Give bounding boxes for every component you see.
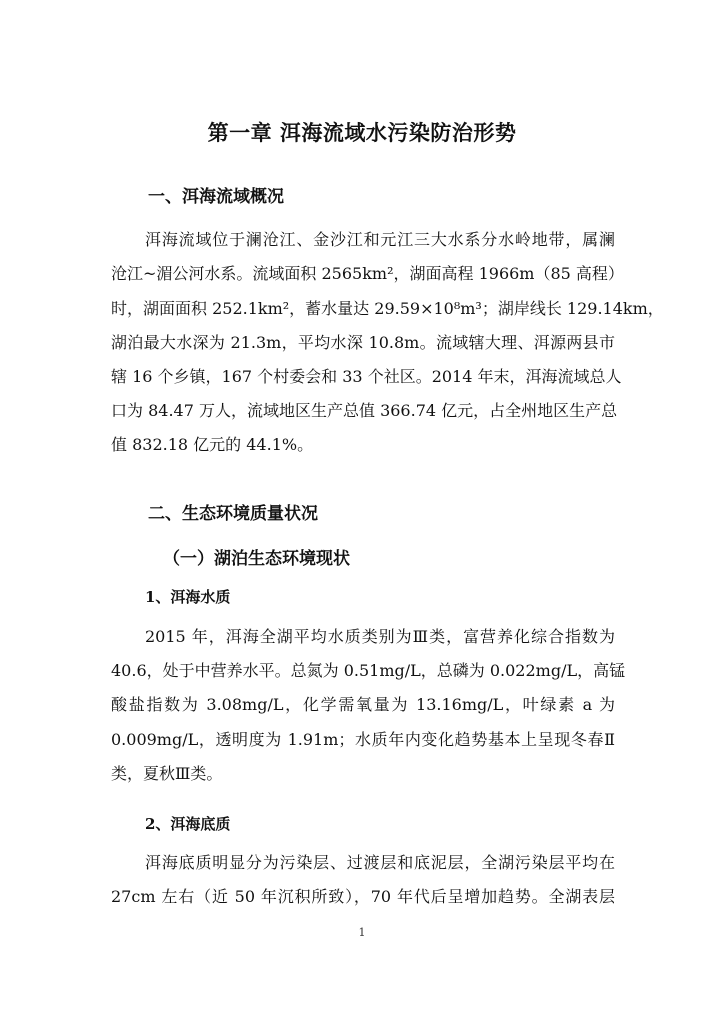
paragraph-line: 时，湖面面积 252.1km²，蓄水量达 29.59×10⁸m³；湖岸线长 129.14km， — [111, 299, 664, 318]
subsection-heading-lake: （一）湖泊生态环境现状 — [163, 549, 350, 569]
paragraph-line: 口为 84.47 万人，流域地区生产总值 366.74 亿元，占全州地区生产总 — [111, 401, 618, 420]
paragraph-line: 酸盐指数为 3.08mg/L，化学需氧量为 13.16mg/L，叶绿素 a 为 — [111, 695, 615, 714]
item-heading-water-quality: 1、洱海水质 — [145, 588, 231, 606]
paragraph-line: 27cm 左右（近 50 年沉积所致），70 年代后呈增加趋势。全湖表层 — [111, 887, 615, 906]
paragraph-line: 0.009mg/L，透明度为 1.91m；水质年内变化趋势基本上呈现冬春Ⅱ — [111, 730, 615, 749]
section-heading-ecology: 二、生态环境质量状况 — [148, 504, 318, 524]
paragraph-line: 洱海流域位于澜沧江、金沙江和元江三大水系分水岭地带，属澜 — [145, 230, 615, 249]
paragraph-line: 辖 16 个乡镇，167 个村委会和 33 个社区。2014 年末，洱海流域总人 — [111, 367, 622, 386]
paragraph-line: 40.6，处于中营养水平。总氮为 0.51mg/L，总磷为 0.022mg/L，高锰 — [111, 661, 626, 680]
paragraph-line: 类，夏秋Ⅲ类。 — [111, 764, 223, 783]
chapter-title: 第一章 洱海流域水污染防治形势 — [207, 121, 517, 145]
paragraph-line: 值 832.18 亿元的 44.1%。 — [111, 435, 314, 454]
paragraph-line: 湖泊最大水深为 21.3m，平均水深 10.8m。流域辖大理、洱源两县市 — [111, 333, 615, 352]
section-heading-overview: 一、洱海流域概况 — [148, 187, 284, 207]
paragraph-line: 2015 年，洱海全湖平均水质类别为Ⅲ类，富营养化综合指数为 — [145, 627, 615, 646]
item-heading-sediment: 2、洱海底质 — [145, 815, 231, 833]
page-number: 1 — [358, 926, 366, 939]
paragraph-line: 洱海底质明显分为污染层、过渡层和底泥层，全湖污染层平均在 — [145, 853, 615, 872]
paragraph-line: 沧江~湄公河水系。流域面积 2565km²，湖面高程 1966m（85 高程） — [111, 264, 624, 283]
